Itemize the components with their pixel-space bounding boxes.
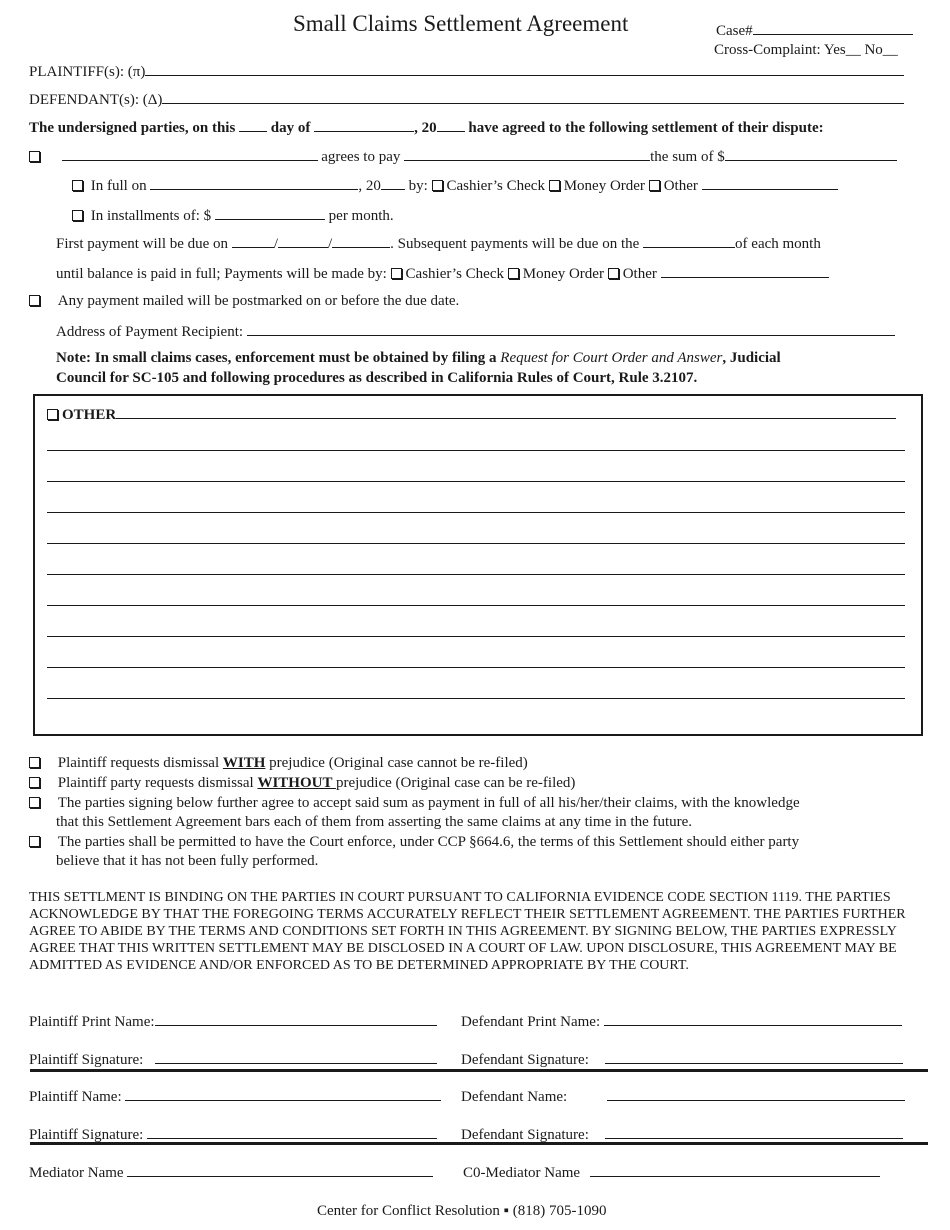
- inst-cashiers-check-label: Cashier’s Check: [405, 266, 504, 282]
- day-field[interactable]: [239, 117, 267, 132]
- enforce-text-2: believe that it has not been fully performed.: [56, 853, 319, 869]
- co-mediator-label: C0-Mediator Name: [463, 1165, 581, 1181]
- enforce-text-1: The parties shall be permitted to have the Court enforce, under CCP §664.6, the terms of this Settlement should either party: [57, 834, 800, 850]
- cross-complaint[interactable]: Cross-Complaint: Yes__ No__: [714, 42, 898, 58]
- dismiss-without-checkbox[interactable]: [29, 777, 40, 788]
- co-mediator-row: [463, 1162, 880, 1182]
- defendant-sig-row-2: [461, 1124, 903, 1144]
- accept-checkbox[interactable]: [29, 797, 40, 808]
- full-other-label: Other: [663, 178, 698, 194]
- defendant-print-label: Defendant Print Name:: [461, 1014, 601, 1030]
- defendant-label: DEFENDANT(s): (Δ): [29, 92, 163, 108]
- inst-other-label: Other: [622, 266, 657, 282]
- dismiss-without-keyword: WITHOUT: [257, 775, 336, 791]
- payment-row: [29, 146, 897, 166]
- section-divider: [30, 1069, 928, 1072]
- inst-money-order-label: Money Order: [522, 266, 604, 282]
- note-text-2: , Judicial: [722, 350, 781, 366]
- accept-row: [29, 794, 800, 812]
- inst-cashiers-check-checkbox[interactable]: [391, 268, 402, 279]
- note-line-1: [56, 349, 781, 367]
- mailed-row: [29, 292, 459, 310]
- installments-amount-field[interactable]: [215, 205, 325, 220]
- defendant-field[interactable]: [162, 89, 904, 104]
- other-label: OTHER: [62, 407, 117, 423]
- in-full-label: In full on: [90, 178, 147, 194]
- sum-field[interactable]: [725, 146, 897, 161]
- inst-other-checkbox[interactable]: [608, 268, 619, 279]
- inst-money-order-checkbox[interactable]: [508, 268, 519, 279]
- month-field[interactable]: [314, 117, 414, 132]
- plaintiff-sig-row-2: [29, 1124, 437, 1144]
- agrees-to-pay-label: agrees to pay: [321, 149, 401, 165]
- plaintiff-sig-label-2: Plaintiff Signature:: [29, 1127, 144, 1143]
- dismiss-with-checkbox[interactable]: [29, 757, 40, 768]
- mailed-label: Any payment mailed will be postmarked on or before the due date.: [57, 293, 460, 309]
- payment-checkbox[interactable]: [29, 151, 40, 162]
- co-mediator-field[interactable]: [590, 1162, 880, 1177]
- binding-paragraph: THIS SETTLMENT IS BINDING ON THE PARTIES IN COURT PURSUANT TO CALIFORNIA EVIDENCE CODE SECTION 1119. THE PARTIES ACKNOWLEDGE BY THAT THE FOREGOING TERMS ACCURATELY REFLECT THEIR SETTLEMENT AGREEMENT. THE PARTIES FURTHER AGREE TO ABIDE BY THE TERMS AND CONDITIONS SET FORTH IN THIS AGREEMENT. BY SIGNING BELOW, THE PARTIES EXPRESSLY AGREE THAT THIS WRITTEN SETTLEMENT MAY BE DISCLOSED IN A COURT OF LAW. UPON DISCLOSURE, THIS AGREEMENT MAY BE ADMITTED AS EVIDENCE AND/OR ENFORCED AS TO BE DETERMINED APPROPRIATE BY THE COURT.: [29, 890, 906, 973]
- until-balance-label: until balance is paid in full; Payments will be made by:: [56, 266, 387, 282]
- address-field[interactable]: [247, 321, 895, 336]
- other-box: [33, 394, 923, 736]
- mediator-row: [29, 1162, 433, 1182]
- payee-field[interactable]: [404, 146, 650, 161]
- mediator-label: Mediator Name: [29, 1165, 124, 1181]
- other-row: [47, 404, 896, 424]
- address-row: [56, 321, 895, 341]
- full-cashiers-check-checkbox[interactable]: [432, 180, 443, 191]
- page-title: Small Claims Settlement Agreement: [293, 11, 629, 36]
- full-other-checkbox[interactable]: [649, 180, 660, 191]
- mailed-checkbox[interactable]: [29, 295, 40, 306]
- dismiss-with-keyword: WITH: [222, 755, 266, 771]
- note-form-name: Request for Court Order and Answer: [500, 350, 723, 366]
- in-full-date-field[interactable]: [150, 175, 358, 190]
- other-first-line[interactable]: [116, 404, 896, 419]
- defendant-name-field[interactable]: [607, 1086, 905, 1101]
- plaintiff-sig-field-1[interactable]: [155, 1049, 437, 1064]
- first-payment-month[interactable]: [232, 233, 274, 248]
- other-line[interactable]: [47, 481, 905, 482]
- full-cashiers-check-label: Cashier’s Check: [446, 178, 545, 194]
- footer-contact: Center for Conflict Resolution ▪ (818) 705-1090: [317, 1203, 607, 1219]
- dismiss-with-row: [29, 754, 528, 772]
- other-line[interactable]: [47, 543, 905, 544]
- installments-checkbox[interactable]: [72, 210, 83, 221]
- by-label: by:: [408, 178, 428, 194]
- other-line[interactable]: [47, 605, 905, 606]
- plaintiff-field[interactable]: [145, 61, 904, 76]
- enforce-row: [29, 833, 799, 851]
- dismiss-with-text: Plaintiff requests dismissal: [57, 755, 223, 771]
- address-label: Address of Payment Recipient:: [56, 324, 244, 340]
- plaintiff-row: [29, 61, 904, 81]
- defendant-sig-row-1: [461, 1049, 903, 1069]
- case-label: Case#: [716, 23, 753, 39]
- plaintiff-sig-row-1: [29, 1049, 437, 1069]
- defendant-name-row: [461, 1086, 905, 1106]
- installments-label: In installments of: $: [90, 208, 212, 224]
- inst-other-field[interactable]: [661, 263, 829, 278]
- intro-text-1: The undersigned parties, on this: [29, 120, 236, 136]
- until-balance-row: [56, 263, 829, 283]
- each-month-label: of each month: [735, 236, 821, 252]
- plaintiff-label: PLAINTIFF(s): (π): [29, 64, 146, 80]
- other-line[interactable]: [47, 512, 905, 513]
- defendant-sig-label-2: Defendant Signature:: [461, 1127, 589, 1143]
- first-payment-label: First payment will be due on: [56, 236, 229, 252]
- other-line[interactable]: [47, 667, 905, 668]
- defendant-print-field[interactable]: [604, 1011, 902, 1026]
- full-money-order-label: Money Order: [563, 178, 645, 194]
- other-checkbox[interactable]: [47, 409, 58, 420]
- intro-text-2: day of: [270, 120, 311, 136]
- first-payment-day[interactable]: [278, 233, 328, 248]
- installments-row: [72, 205, 394, 225]
- full-other-field[interactable]: [702, 175, 838, 190]
- note-line-2: Council for SC-105 and following procedures as described in California Rules of Court, Rule 3.2107.: [56, 370, 698, 386]
- defendant-sig-label-1: Defendant Signature:: [461, 1052, 589, 1068]
- per-month-label: per month.: [328, 208, 394, 224]
- plaintiff-sig-field-2[interactable]: [147, 1124, 437, 1139]
- in-full-year-field[interactable]: [381, 175, 405, 190]
- year-field[interactable]: [437, 117, 465, 132]
- accept-text-1: The parties signing below further agree to accept said sum as payment in full of all his/her/their claims, with the knowledge: [57, 795, 800, 811]
- first-payment-year[interactable]: [332, 233, 390, 248]
- defendant-sig-field-2[interactable]: [605, 1124, 903, 1139]
- defendant-sig-field-1[interactable]: [605, 1049, 903, 1064]
- defendant-row: [29, 89, 904, 109]
- mediator-field[interactable]: [127, 1162, 433, 1177]
- plaintiff-print-field[interactable]: [155, 1011, 437, 1026]
- case-number-row: [716, 20, 913, 40]
- intro-text-3: , 20: [414, 120, 437, 136]
- plaintiff-name-label: Plaintiff Name:: [29, 1089, 122, 1105]
- plaintiff-sig-label-1: Plaintiff Signature:: [29, 1052, 144, 1068]
- other-line[interactable]: [47, 450, 905, 451]
- other-line[interactable]: [47, 574, 905, 575]
- accept-text-2: that this Settlement Agreement bars each of them from asserting the same claims at any time in the future.: [56, 814, 693, 830]
- subsequent-label: . Subsequent payments will be due on the: [390, 236, 640, 252]
- other-line[interactable]: [47, 636, 905, 637]
- defendant-name-label: Defendant Name:: [461, 1089, 568, 1105]
- in-full-year-label: , 20: [358, 178, 381, 194]
- plaintiff-name-field[interactable]: [125, 1086, 441, 1101]
- intro-line: [29, 117, 824, 137]
- section-divider: [30, 1142, 928, 1145]
- dismiss-without-text: Plaintiff party requests dismissal: [57, 775, 258, 791]
- case-number-field[interactable]: [753, 20, 913, 35]
- dismiss-with-text-2: prejudice (Original case cannot be re-filed): [265, 755, 528, 771]
- intro-text-4: have agreed to the following settlement of their dispute:: [468, 120, 824, 136]
- in-full-row: [72, 175, 838, 195]
- enforce-checkbox[interactable]: [29, 836, 40, 847]
- plaintiff-name-row: [29, 1086, 441, 1106]
- dismiss-without-row: [29, 774, 575, 792]
- first-payment-row: First payment will be due on / / . Subsequent payments will be due on the of each month: [56, 233, 821, 253]
- plaintiff-print-row: [29, 1011, 437, 1031]
- note-text-1: Note: In small claims cases, enforcement must be obtained by filing a: [56, 350, 501, 366]
- full-money-order-checkbox[interactable]: [549, 180, 560, 191]
- defendant-print-row: [461, 1011, 902, 1031]
- dismiss-without-text-2: prejudice (Original case can be re-filed): [335, 775, 576, 791]
- subsequent-day-field[interactable]: [643, 233, 735, 248]
- in-full-checkbox[interactable]: [72, 180, 83, 191]
- other-line[interactable]: [47, 698, 905, 699]
- payer-field[interactable]: [62, 146, 318, 161]
- sum-label: the sum of $: [650, 149, 725, 165]
- plaintiff-print-label: Plaintiff Print Name:: [29, 1014, 155, 1030]
